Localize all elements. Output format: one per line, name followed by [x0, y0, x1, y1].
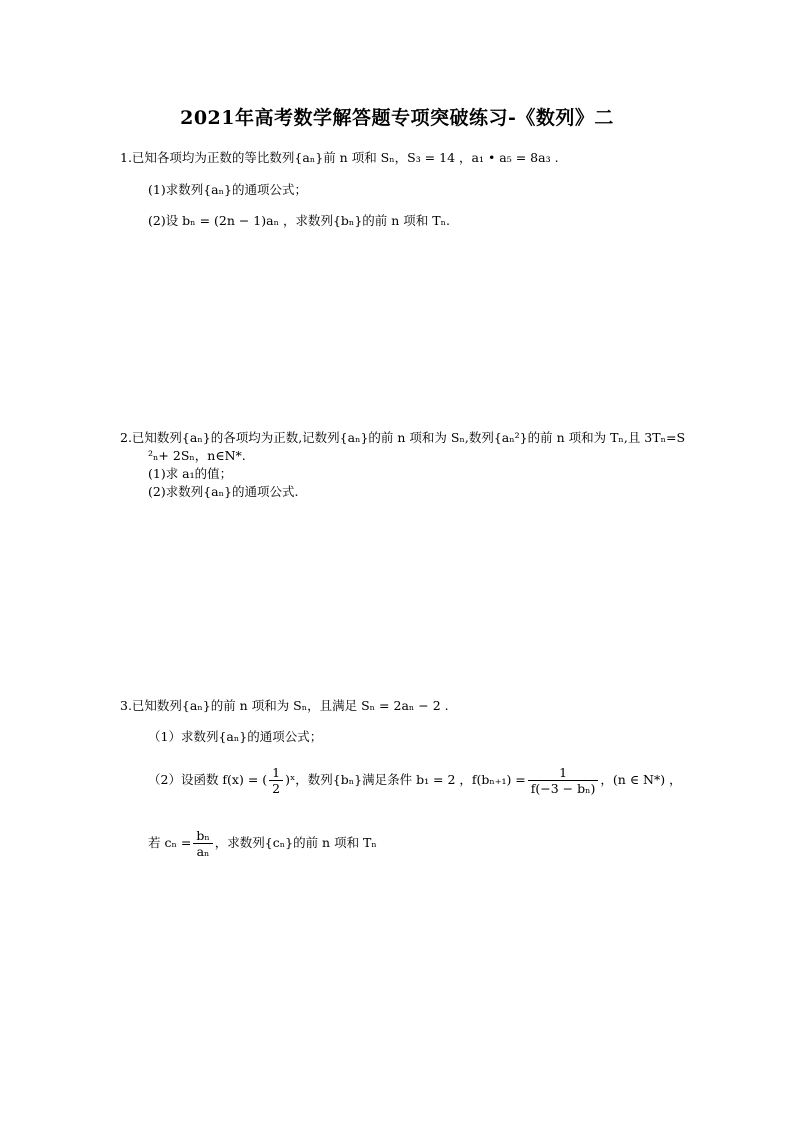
- page-title: 2021年高考数学解答题专项突破练习-《数列》二: [180, 107, 614, 129]
- q2-part2: (2)求数列{aₙ}的通项公式.: [148, 484, 299, 499]
- q3-part2-text-b: )ˣ，数列{bₙ}满足条件 b₁ = 2 ，f(bₙ₊₁) =: [285, 772, 526, 787]
- q1-part1: (1)求数列{aₙ}的通项公式；: [148, 182, 307, 197]
- q1-part2: (2)设 bₙ = (2n − 1)aₙ ，求数列{bₙ}的前 n 项和 Tₙ.: [148, 213, 450, 228]
- q3-part1: （1）求数列{aₙ}的通项公式；: [148, 729, 323, 744]
- q3-part3-text-a: 若 cₙ =: [148, 835, 192, 850]
- q3-fraction-f: [528, 765, 599, 796]
- q2-stem-line1: 2.已知数列{aₙ}的各项均为正数,记数列{aₙ}的前 n 项和为 Sₙ,数列{aₙ²}的前 n 项和为 Tₙ,且 3Tₙ=S: [120, 430, 686, 445]
- q3-stem: 3.已知数列{aₙ}的前 n 项和为 Sₙ，且满足 Sₙ = 2aₙ − 2 .: [120, 698, 449, 713]
- fraction-denominator: aₙ: [196, 843, 210, 859]
- fraction-denominator: f(−3 − bₙ): [530, 780, 596, 796]
- q3-part3: [148, 823, 377, 863]
- fraction-denominator: 2: [272, 780, 281, 796]
- q2-part1: (1)求 a₁的值；: [148, 466, 233, 481]
- q2-stem-line2: ²ₙ+ 2Sₙ，n∈N*.: [148, 448, 246, 463]
- fraction-numerator: 1: [269, 765, 283, 781]
- q3-part3-text-b: ，求数列{cₙ}的前 n 项和 Tₙ: [214, 835, 377, 850]
- fraction-numerator: 1: [528, 765, 599, 781]
- q3-part2: [148, 760, 682, 800]
- q3-fraction-half: [269, 765, 283, 796]
- q1-stem: 1.已知各项均为正数的等比数列{aₙ}前 n 项和 Sₙ，S₃ = 14 ，a₁ • a₅ = 8a₃ .: [120, 150, 559, 165]
- q3-part2-text-a: （2）设函数 f(x) = (: [148, 772, 268, 787]
- fraction-numerator: bₙ: [193, 828, 212, 844]
- q3-fraction-c: [193, 828, 212, 859]
- q3-part2-text-c: ，(n ∈ N*) ，: [600, 772, 682, 787]
